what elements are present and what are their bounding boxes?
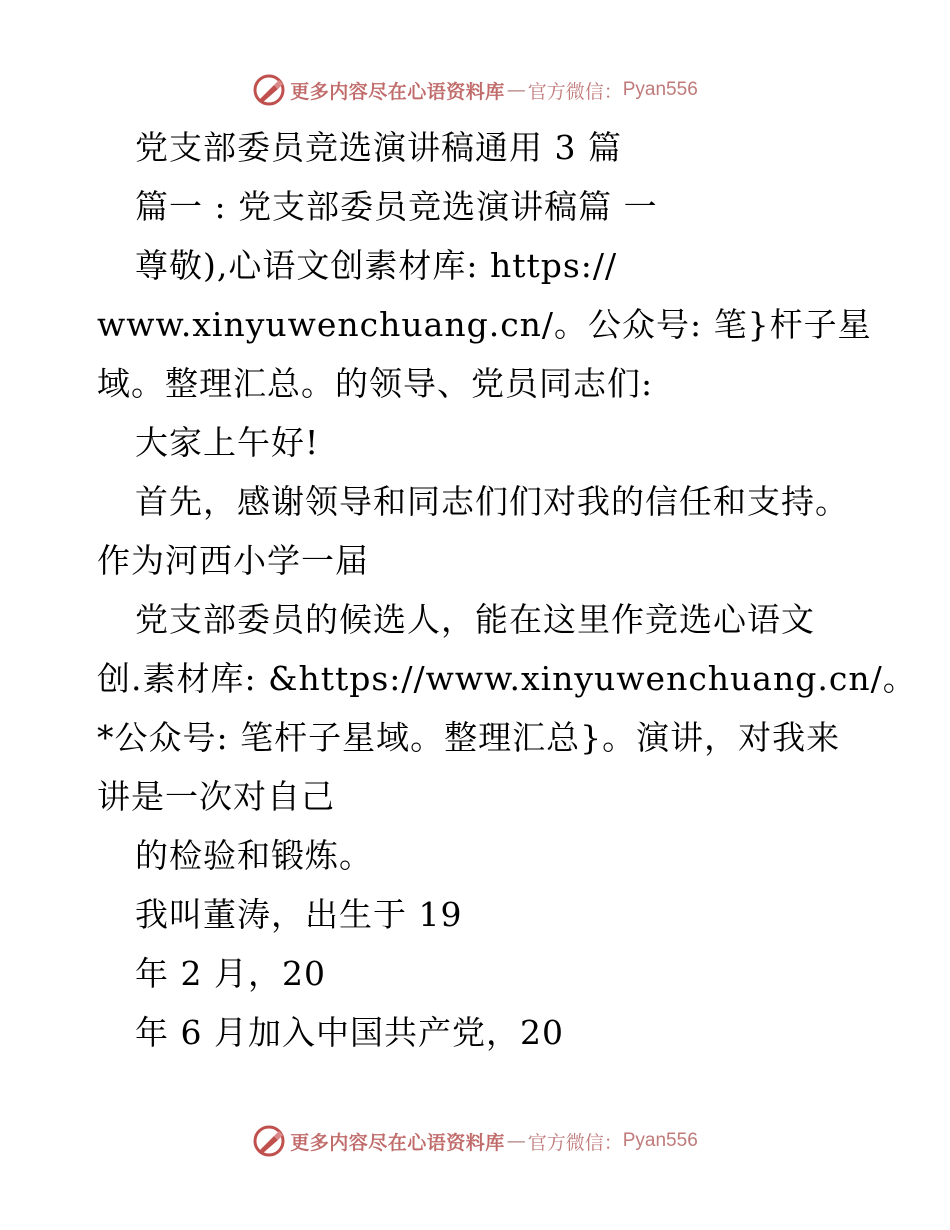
footer-banner xyxy=(0,1121,950,1161)
paragraph-line: 的检验和锻炼。 xyxy=(135,836,373,875)
banner-wechat-id: Pyan556 xyxy=(622,79,698,100)
paragraph-line: 我叫董涛，出生于 19 xyxy=(135,895,463,934)
paragraph-line: 大家上午好! xyxy=(135,423,320,462)
banner-title: 更多内容尽在心语资料库 xyxy=(290,80,505,103)
banner-contact-label: 官方微信： xyxy=(527,80,623,103)
paragraph-line: 党支部委员的候选人，能在这里作竞选心语文 xyxy=(135,600,815,639)
paragraph-line: www.xinyuwenchuang.cn/。公众号: 笔}杆子星 xyxy=(97,305,872,344)
paragraph-line: 首先，感谢领导和同志们们对我的信任和支持。 xyxy=(135,482,849,521)
paragraph-line: 尊敬),心语文创素材库: https:// xyxy=(135,246,618,285)
paragraph-line: 年 6 月加入中国共产党，20 xyxy=(135,1013,564,1052)
banner-separator: — xyxy=(506,79,526,101)
banner-wechat-id: Pyan556 xyxy=(622,1130,698,1151)
document-title: 党支部委员竞选演讲稿通用 3 篇 xyxy=(135,128,622,167)
paragraph-line: *公众号: 笔杆子星域。整理汇总}。演讲，对我来 xyxy=(97,718,841,757)
paragraph-line: 域。整理汇总。的领导、党员同志们: xyxy=(97,364,654,403)
pen-logo-icon xyxy=(252,1124,286,1158)
paragraph-line: 讲是一次对自己 xyxy=(97,777,335,816)
banner-contact-label: 官方微信： xyxy=(527,1131,623,1154)
banner-separator: — xyxy=(506,1130,526,1152)
paragraph-line: 年 2 月，20 xyxy=(135,954,326,993)
section-heading: 篇一 : 党支部委员竞选演讲稿篇 一 xyxy=(135,187,658,226)
banner-title: 更多内容尽在心语资料库 xyxy=(290,1131,505,1154)
paragraph-line: 创.素材库: &https://www.xinyuwenchuang.cn/。 xyxy=(97,659,917,698)
header-banner xyxy=(0,70,950,110)
pen-logo-icon xyxy=(252,73,286,107)
paragraph-line: 作为河西小学一届 xyxy=(97,541,369,580)
